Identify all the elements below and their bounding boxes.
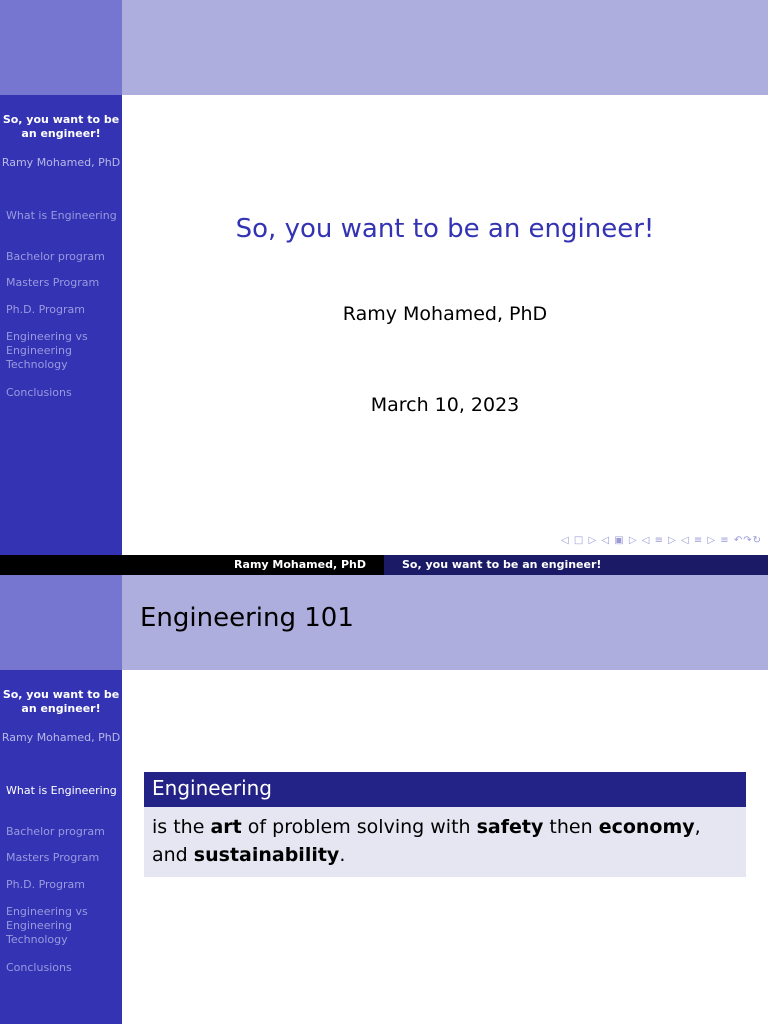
sidebar-title[interactable]: So, you want to be an engineer! <box>2 688 120 715</box>
sidebar-item-engineering-vs-technology[interactable]: Engineering vs Engineering Technology <box>6 330 88 371</box>
sidebar <box>0 670 122 1024</box>
frame-title: Engineering 101 <box>140 603 354 633</box>
sidebar-item-phd-program[interactable]: Ph.D. Program <box>6 878 85 891</box>
header-bar <box>122 575 768 670</box>
emphasis-art: art <box>210 816 242 838</box>
definition-block <box>144 772 746 877</box>
sidebar-author: Ramy Mohamed, PhD <box>1 731 121 744</box>
body-text: . <box>339 844 346 866</box>
sidebar-item-conclusions[interactable]: Conclusions <box>6 386 72 399</box>
sidebar-author: Ramy Mohamed, PhD <box>1 156 121 169</box>
sidebar-item-engineering-vs-technology[interactable]: Engineering vs Engineering Technology <box>6 905 88 946</box>
block-body <box>144 807 746 877</box>
sidebar <box>0 95 122 555</box>
sidebar-item-bachelor-program[interactable]: Bachelor program <box>6 825 105 838</box>
body-text: then <box>543 816 599 838</box>
body-text: is the <box>152 816 211 838</box>
presentation-title: So, you want to be an engineer! <box>235 214 655 244</box>
body-text: , and <box>152 816 701 866</box>
slide-engineering-101 <box>0 575 768 1024</box>
emphasis-economy: economy <box>598 816 695 838</box>
beamer-navigation-icons[interactable]: ◁ □ ▷ ◁ ▣ ▷ ◁ ≡ ▷ ◁ ≡ ▷ ≡ ↶↷↻ <box>560 535 762 546</box>
emphasis-sustainability: sustainability <box>193 844 340 866</box>
sidebar-item-masters-program[interactable]: Masters Program <box>6 851 100 864</box>
sidebar-item-what-is-engineering[interactable]: What is Engineering <box>6 209 117 222</box>
sidebar-item-what-is-engineering[interactable]: What is Engineering <box>6 784 117 797</box>
footer-author: Ramy Mohamed, PhD <box>0 555 384 575</box>
emphasis-safety: safety <box>476 816 544 838</box>
footer-short-title: So, you want to be an engineer! <box>384 555 768 575</box>
header-left <box>0 575 122 670</box>
sidebar-item-phd-program[interactable]: Ph.D. Program <box>6 303 85 316</box>
presentation-author: Ramy Mohamed, PhD <box>342 303 548 325</box>
header-bar <box>122 0 768 95</box>
block-title: Engineering <box>144 772 746 807</box>
sidebar-title[interactable]: So, you want to be an engineer! <box>2 113 120 140</box>
header-left <box>0 0 122 95</box>
sidebar-item-bachelor-program[interactable]: Bachelor program <box>6 250 105 263</box>
presentation-date: March 10, 2023 <box>370 394 520 416</box>
sidebar-item-masters-program[interactable]: Masters Program <box>6 276 100 289</box>
sidebar-item-conclusions[interactable]: Conclusions <box>6 961 72 974</box>
slide-footer <box>0 555 768 575</box>
body-text: of problem solving with <box>241 816 477 838</box>
